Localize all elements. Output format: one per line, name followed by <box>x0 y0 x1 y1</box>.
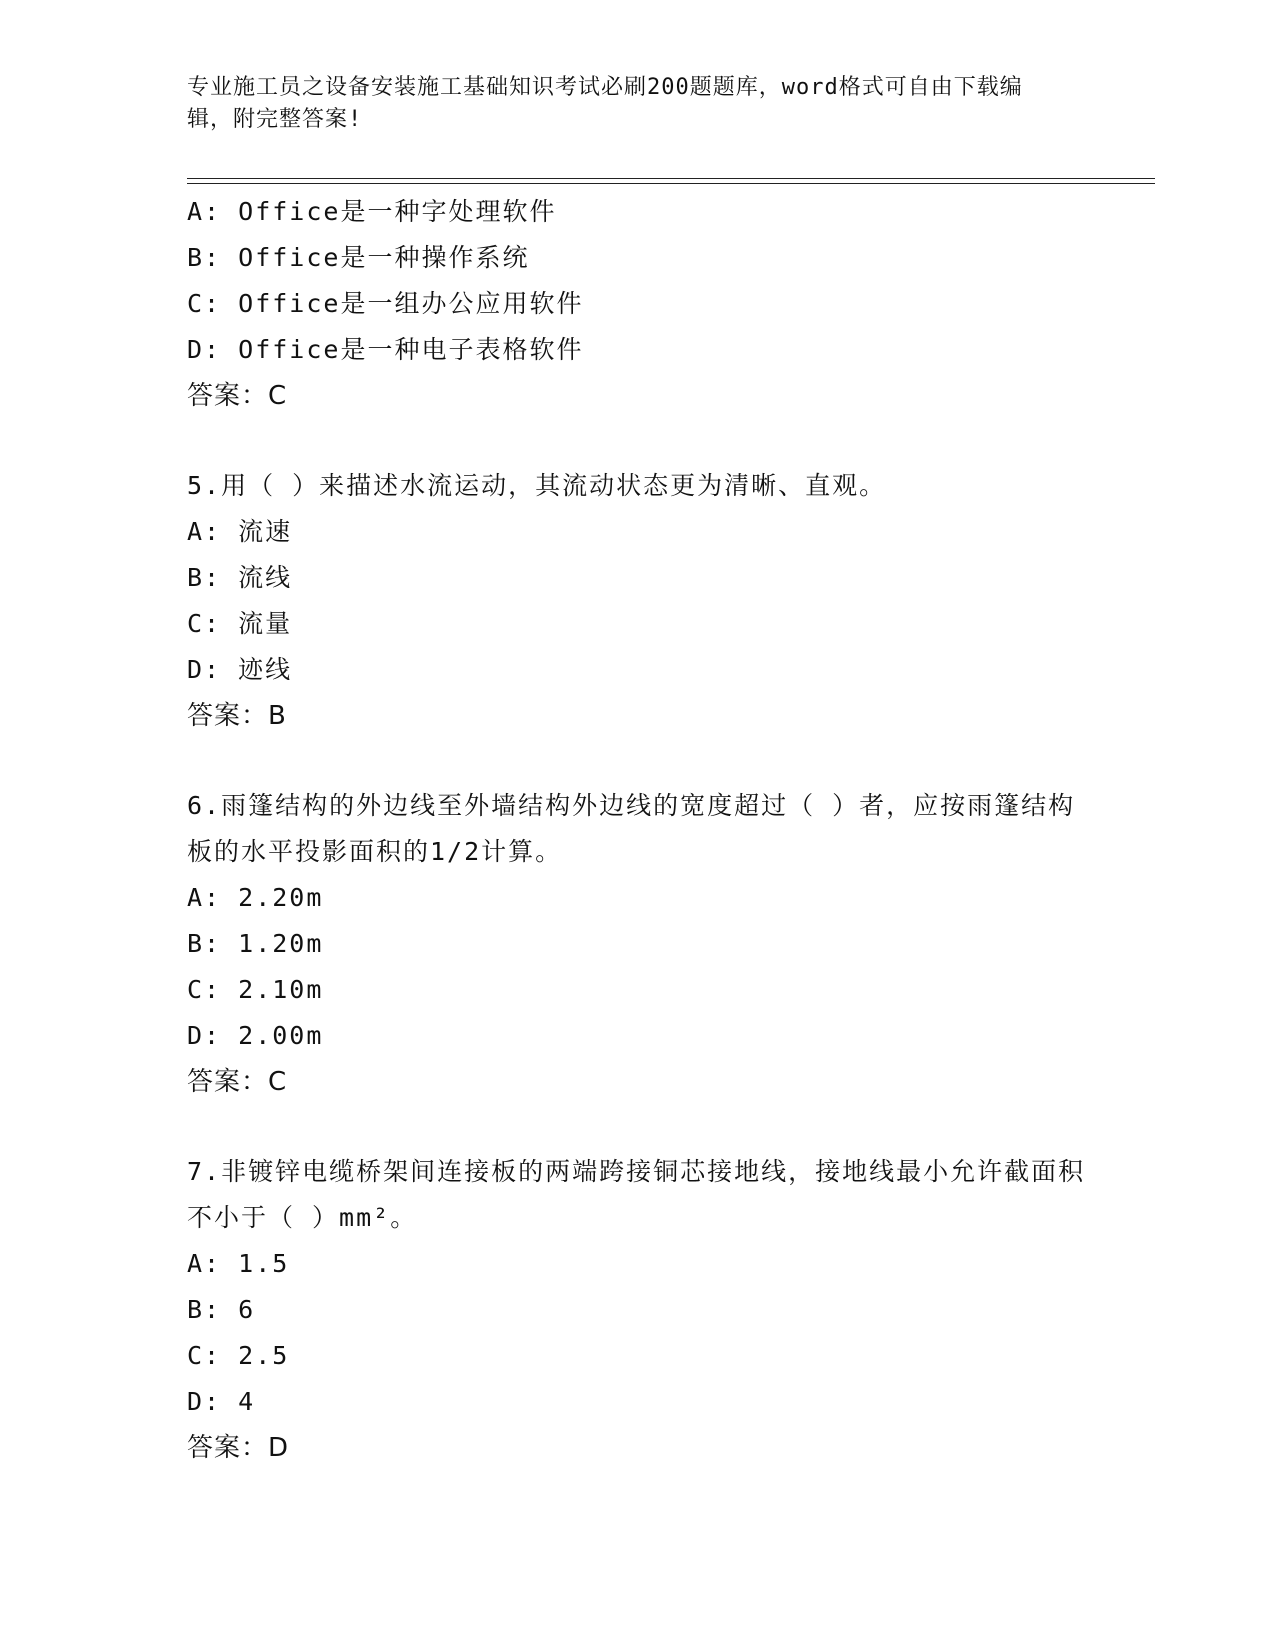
option-d: D: 4 <box>187 1387 256 1416</box>
question-text: 6.雨篷结构的外边线至外墙结构外边线的宽度超过（ ）者，应按雨篷结构板的水平投影面积的1/2计算。 <box>187 791 1076 866</box>
question-text: 5.用（ ）来描述水流运动，其流动状态更为清晰、直观。 <box>187 471 887 500</box>
option-c: C: Office是一组办公应用软件 <box>187 289 584 318</box>
option-a: A: 2.20m <box>187 883 324 912</box>
option-d: D: 迹线 <box>187 655 293 684</box>
answer-line: 答案：B <box>187 701 287 731</box>
block-gap <box>187 739 1087 783</box>
option-b: B: 6 <box>187 1295 256 1324</box>
option-d: D: Office是一种电子表格软件 <box>187 335 584 364</box>
option-c: C: 流量 <box>187 609 293 638</box>
option-b: B: Office是一种操作系统 <box>187 243 530 272</box>
question-text: 7.非镀锌电缆桥架间连接板的两端跨接铜芯接地线，接地线最小允许截面积不小于（ ）mm²。 <box>187 1157 1086 1232</box>
answer-line: 答案：C <box>187 1067 288 1097</box>
option-b: B: 1.20m <box>187 929 324 958</box>
question-block-6 <box>187 783 1087 1105</box>
block-gap <box>187 419 1087 463</box>
option-c: C: 2.5 <box>187 1341 290 1370</box>
question-block-5 <box>187 463 1087 739</box>
header-rule-top <box>187 178 1155 179</box>
block-gap <box>187 1105 1087 1149</box>
option-a: A: Office是一种字处理软件 <box>187 197 557 226</box>
option-a: A: 1.5 <box>187 1249 290 1278</box>
answer-line: 答案：C <box>187 381 288 411</box>
option-a: A: 流速 <box>187 517 293 546</box>
question-block-7 <box>187 1149 1087 1471</box>
answer-line: 答案：D <box>187 1433 290 1463</box>
header-rule-bottom <box>187 183 1155 184</box>
option-c: C: 2.10m <box>187 975 324 1004</box>
question-list <box>187 189 1087 1471</box>
option-d: D: 2.00m <box>187 1021 324 1050</box>
question-block-4 <box>187 189 1087 419</box>
option-b: B: 流线 <box>187 563 293 592</box>
document-header: 专业施工员之设备安装施工基础知识考试必刷200题题库，word格式可自由下载编辑，附完整答案! <box>187 75 1023 132</box>
